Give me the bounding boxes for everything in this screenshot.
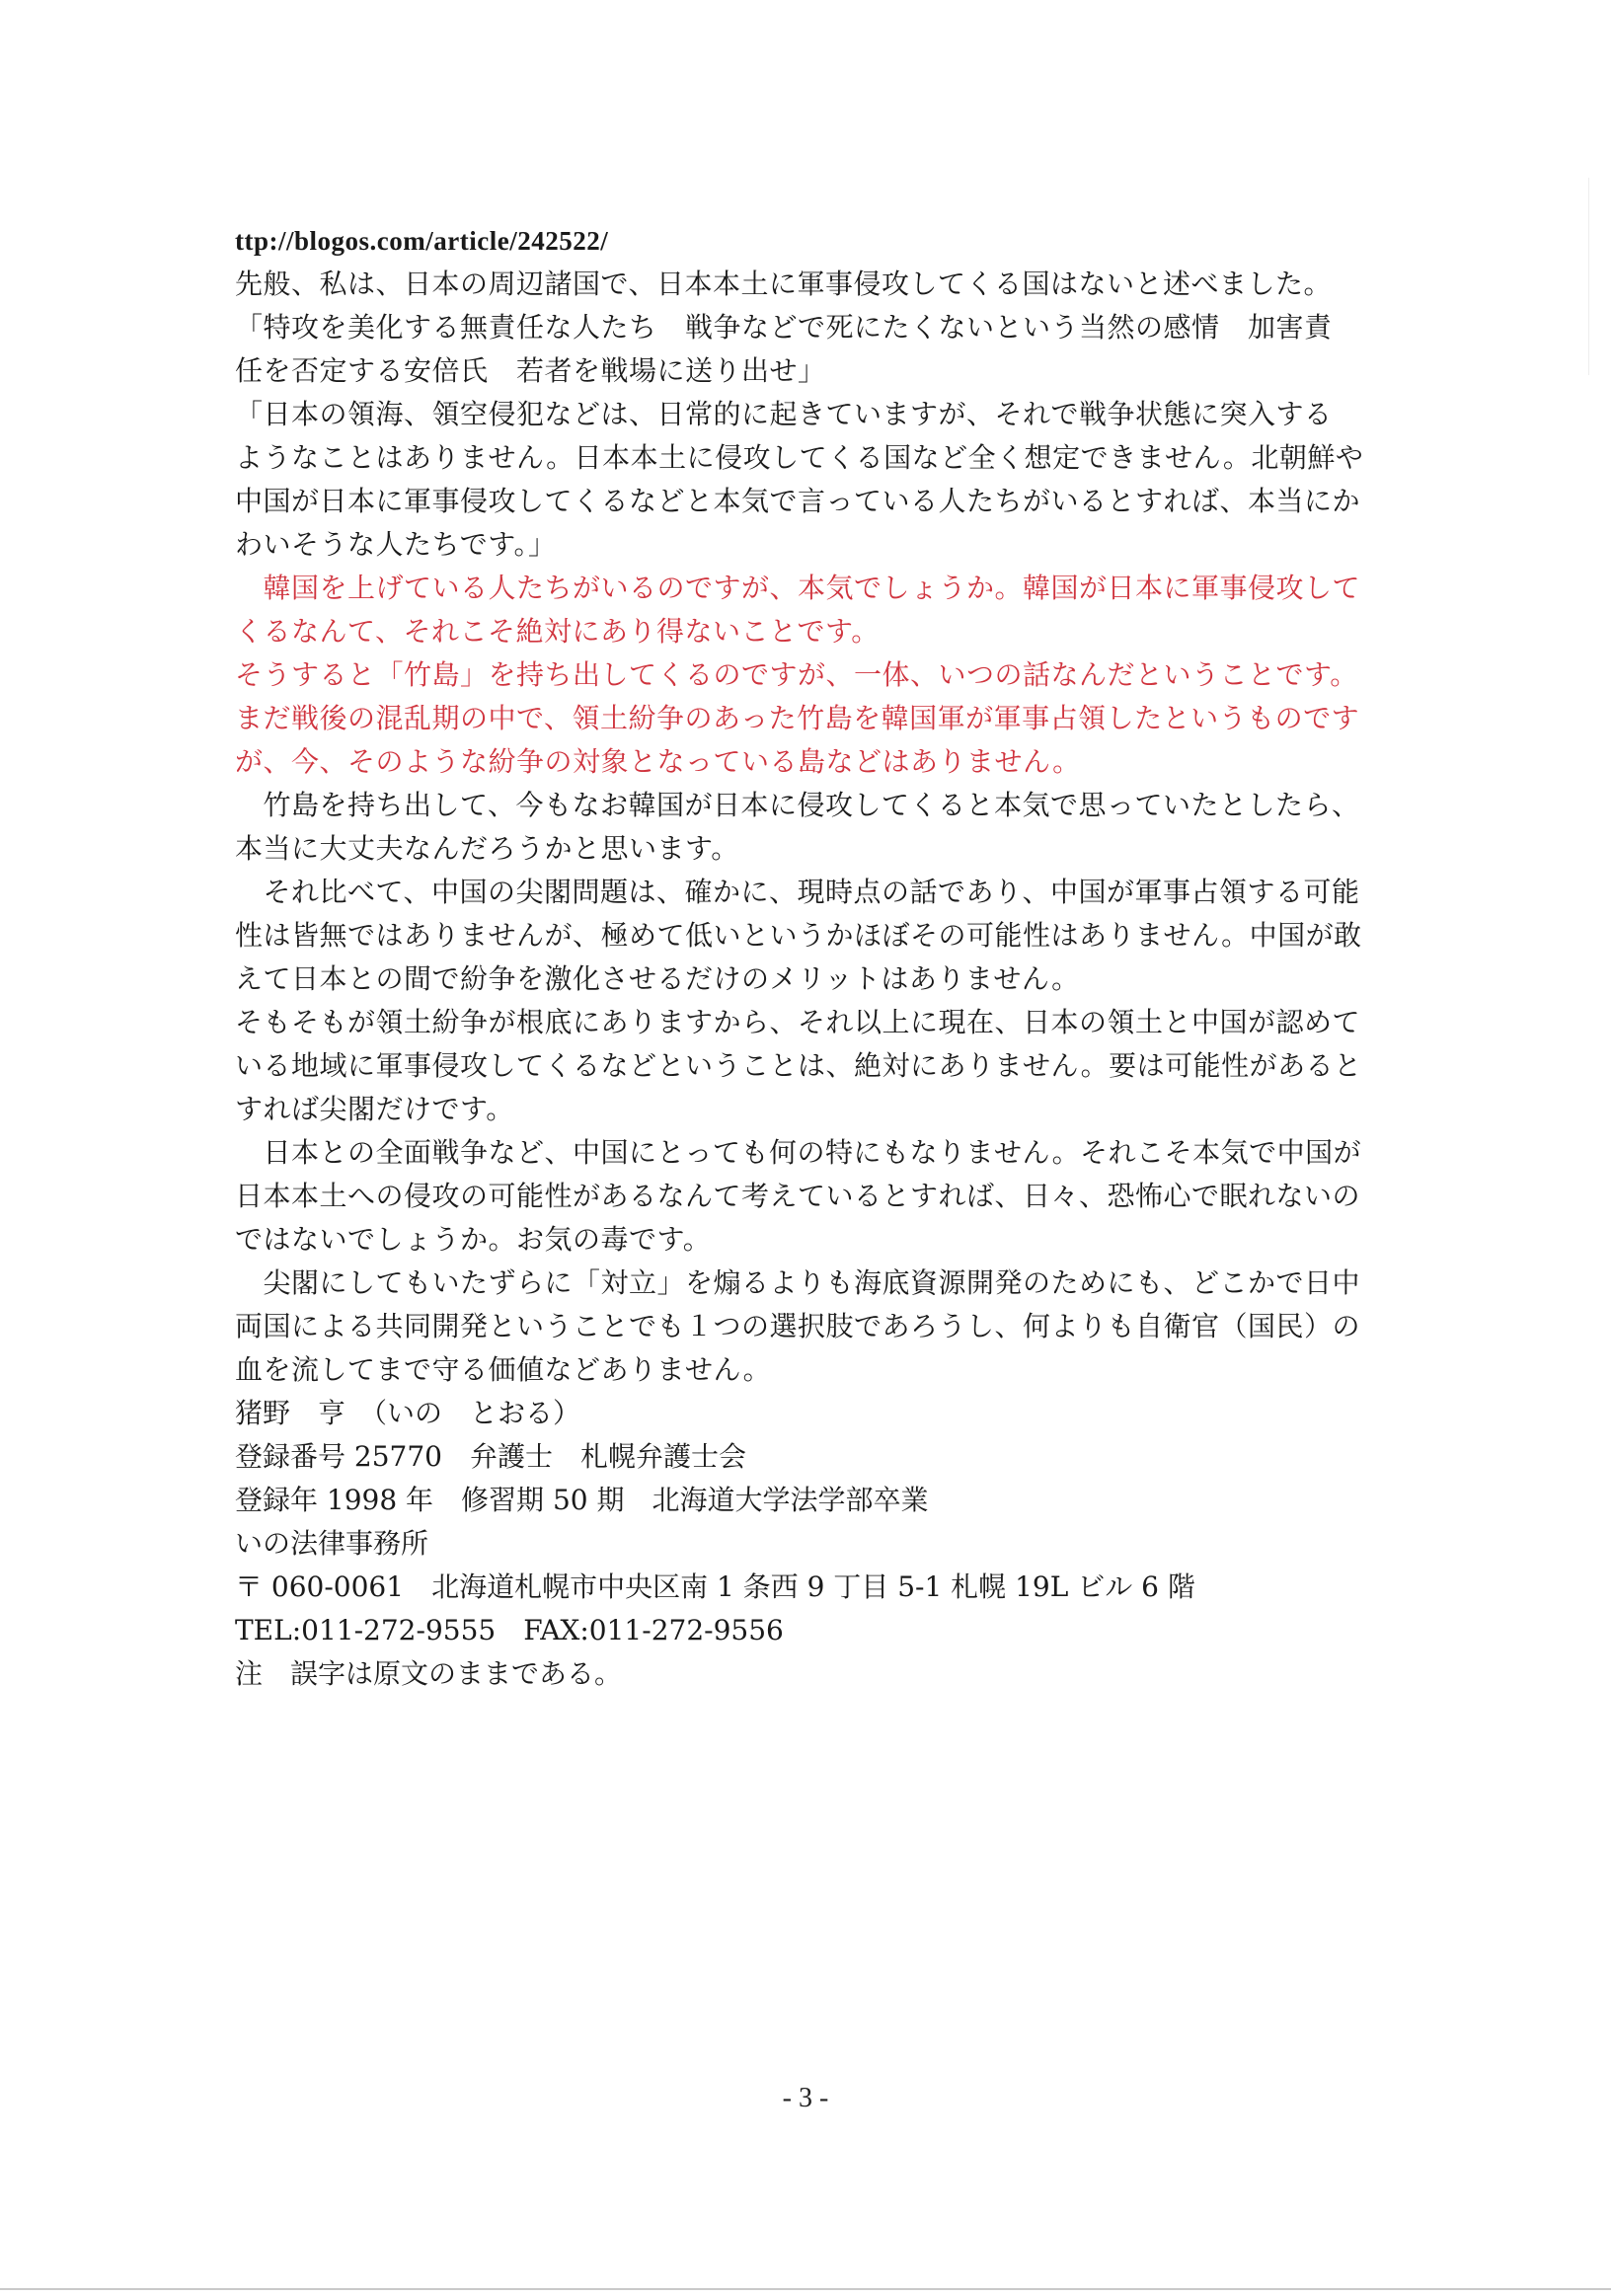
text-line: 血を流してまで守る価値などありません。: [235, 1353, 772, 1386]
text-line: 日本本土への侵攻の可能性があるなんて考えているとすれば、日々、恐怖心で眠れないの: [235, 1180, 1361, 1212]
text-line: 日本との全面戦争など、中国にとっても何の特にもなりません。それこそ本気で中国が: [235, 1136, 1362, 1169]
signature-line: 猪野 亨 （いの とおる）: [235, 1397, 581, 1429]
text-line: 竹島を持ち出して、今もなお韓国が日本に侵攻してくると本気で思っていたとしたら、: [235, 789, 1360, 821]
text-line: が、今、そのような紛争の対象となっている島などはありません。: [235, 745, 1081, 778]
text-line: ではないでしょうか。お気の毒です。: [235, 1223, 712, 1256]
signature-line: 〒 060-0061 北海道札幌市中央区南 1 条西 9 丁目 5-1 札幌 19L ビル 6 階: [235, 1570, 1195, 1603]
text-line: 両国による共同開発ということでも１つの選択肢であろうし、何よりも自衛官（国民）の: [235, 1310, 1361, 1342]
text-line: 中国が日本に軍事侵攻してくるなどと本気で言っている人たちがいるとすれば、本当にか: [235, 485, 1361, 517]
document-body: [235, 219, 1370, 1696]
text-line: くるなんて、それこそ絶対にあり得ないことです。: [235, 615, 880, 648]
source-url[interactable]: ttp://blogos.com/article/242522/: [235, 226, 609, 256]
signature-block: [235, 1392, 1370, 1696]
text-line: 韓国を上げている人たちがいるのですが、本気でしょうか。韓国が日本に軍事侵攻して: [235, 572, 1361, 604]
text-line: ようなことはありません。日本本土に侵攻してくる国など全く想定できません。北朝鮮や: [235, 441, 1364, 474]
text-line: えて日本との間で紛争を激化させるだけのメリットはありません。: [235, 962, 1080, 995]
text-line: 性は皆無ではありませんが、極めて低いというかほぼその可能性はありません。中国が敢: [235, 919, 1362, 952]
signature-line: 注 誤字は原文のままである。: [235, 1657, 623, 1690]
scan-edge-line: [0, 2288, 1611, 2290]
scan-artifact: [1588, 178, 1589, 375]
signature-line: 登録番号 25770 弁護士 札幌弁護士会: [235, 1440, 746, 1473]
signature-line: TEL:011-272-9555 FAX:011-272-9556: [235, 1614, 784, 1646]
text-line: 「特攻を美化する無責任な人たち 戦争などで死にたくないという当然の感情 加害責: [235, 311, 1333, 344]
text-line: まだ戦後の混乱期の中で、領土紛争のあった竹島を韓国軍が軍事占領したというものです: [235, 702, 1360, 734]
text-line: 先般、私は、日本の周辺諸国で、日本本土に軍事侵攻してくる国はないと述べました。: [235, 268, 1332, 300]
text-line: そうすると「竹島」を持ち出してくるのですが、一体、いつの話なんだということです。: [235, 658, 1358, 691]
text-line: 任を否定する安倍氏 若者を戦場に送り出せ」: [235, 354, 826, 387]
text-line: すれば尖閣だけです。: [235, 1093, 514, 1125]
page-number: - 3 -: [782, 2083, 829, 2113]
text-line: それ比べて、中国の尖閣問題は、確かに、現時点の話であり、中国が軍事占領する可能: [235, 876, 1360, 908]
body-text: [235, 263, 1370, 1392]
text-line: 本当に大丈夫なんだろうかと思います。: [235, 832, 739, 865]
signature-line: いの法律事務所: [235, 1527, 429, 1560]
text-line: 尖閣にしてもいたずらに「対立」を煽るよりも海底資源開発のためにも、どこかで日中: [235, 1266, 1361, 1299]
text-line: 「日本の領海、領空侵犯などは、日常的に起きていますが、それで戦争状態に突入する: [235, 398, 1333, 430]
text-line: わいそうな人たちです。」: [235, 528, 557, 561]
signature-line: 登録年 1998 年 修習期 50 期 北海道大学法学部卒業: [235, 1484, 929, 1516]
text-line: いる地域に軍事侵攻してくるなどということは、絶対にありません。要は可能性があると: [235, 1049, 1362, 1082]
text-line: そもそもが領土紛争が根底にありますから、それ以上に現在、日本の領土と中国が認めて: [235, 1006, 1361, 1038]
